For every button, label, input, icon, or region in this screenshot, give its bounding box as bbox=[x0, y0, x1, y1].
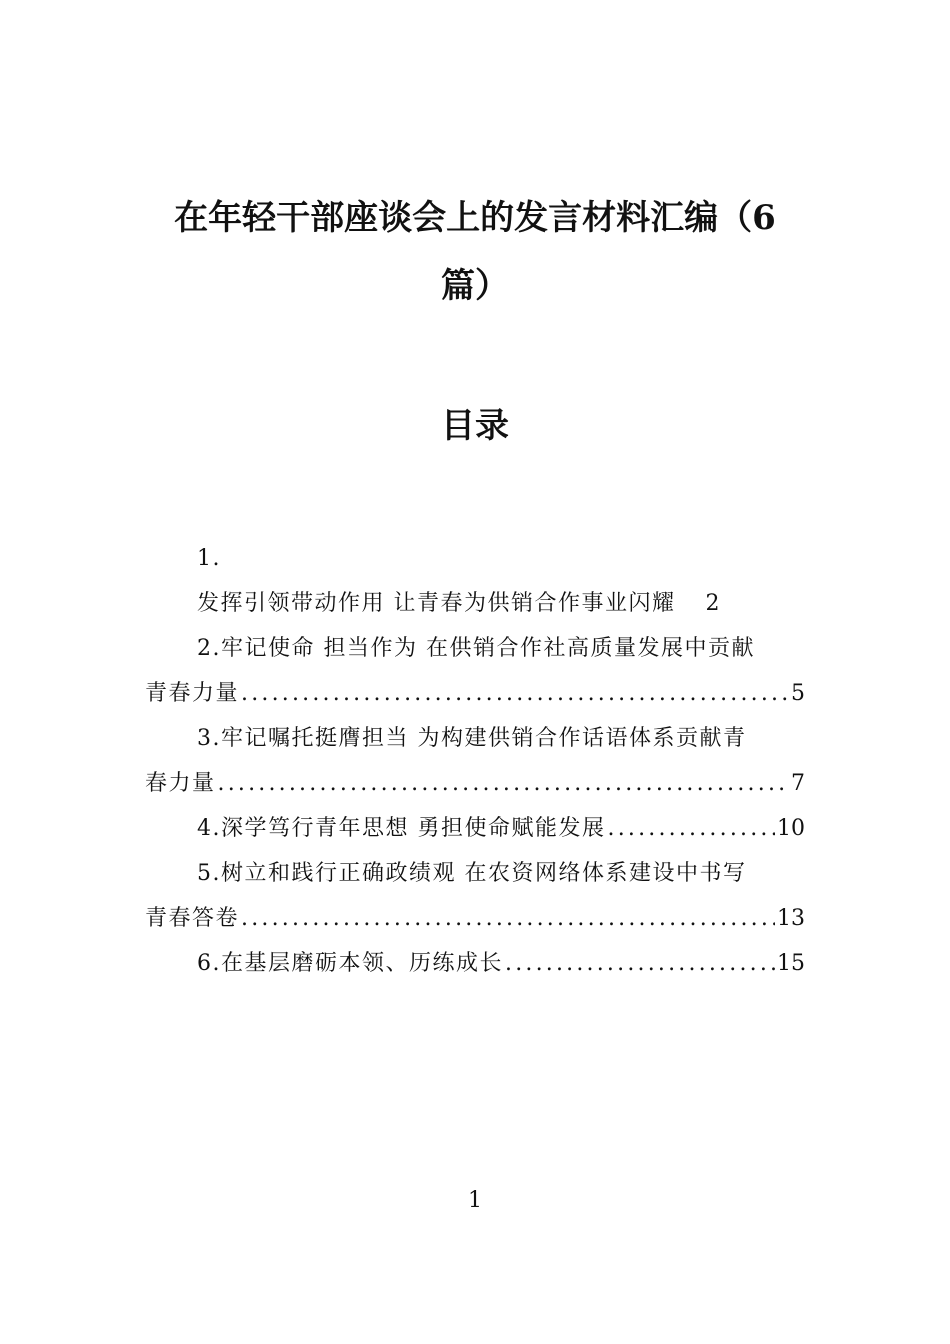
toc-entry-title: 4.深学笃行青年思想 勇担使命赋能发展 bbox=[197, 816, 606, 841]
toc-entry-title: 发挥引领带动作用 让青春为供销合作事业闪耀 bbox=[197, 591, 676, 616]
toc-entry-2-line-1[interactable] bbox=[145, 632, 805, 677]
toc-entry-page: 10 bbox=[777, 816, 805, 841]
toc-entry-5-line-1[interactable] bbox=[145, 857, 805, 902]
toc-entry-1[interactable] bbox=[145, 587, 805, 632]
document-title-line-1: 在年轻干部座谈会上的发言材料汇编（6 bbox=[174, 198, 776, 238]
toc-leader bbox=[241, 677, 789, 711]
toc-entry-3-line-1[interactable] bbox=[145, 722, 805, 767]
table-of-contents bbox=[145, 542, 805, 992]
toc-entry-page: 13 bbox=[777, 906, 805, 931]
toc-leader bbox=[608, 812, 776, 846]
toc-entry-5-line-2[interactable] bbox=[145, 902, 805, 947]
document-title bbox=[150, 184, 800, 320]
toc-leader bbox=[218, 767, 789, 801]
toc-heading: 目录 bbox=[441, 406, 509, 446]
toc-entry-title: 6.在基层磨砺本领、历练成长 bbox=[197, 951, 503, 976]
toc-entry-1-number[interactable]: 1. bbox=[197, 546, 221, 571]
toc-leader bbox=[505, 947, 775, 981]
toc-entry-title: 5.树立和践行正确政绩观 在农资网络体系建设中书写 bbox=[197, 861, 747, 886]
toc-entry-title-cont: 青春答卷 bbox=[145, 906, 240, 931]
toc-entry-2-line-2[interactable] bbox=[145, 677, 805, 722]
toc-entry-title: 2.牢记使命 担当作为 在供销合作社高质量发展中贡献 bbox=[197, 636, 755, 661]
toc-entry-page: 15 bbox=[777, 951, 805, 976]
document-title-line-2: 篇） bbox=[441, 266, 509, 306]
toc-entry-page: 2 bbox=[705, 591, 720, 616]
toc-entry-6[interactable] bbox=[145, 947, 805, 992]
toc-entry-page: 5 bbox=[791, 681, 805, 706]
toc-entry-title: 3.牢记嘱托挺膺担当 为构建供销合作话语体系贡献青 bbox=[197, 726, 747, 751]
toc-entry-title-cont: 春力量 bbox=[145, 771, 216, 796]
toc-leader bbox=[241, 902, 775, 936]
toc-entry-title-cont: 青春力量 bbox=[145, 681, 240, 706]
toc-entry-4[interactable] bbox=[145, 812, 805, 857]
toc-entry-3-line-2[interactable] bbox=[145, 767, 805, 812]
toc-entry-page: 7 bbox=[791, 771, 805, 796]
page-number: 1 bbox=[468, 1188, 482, 1213]
